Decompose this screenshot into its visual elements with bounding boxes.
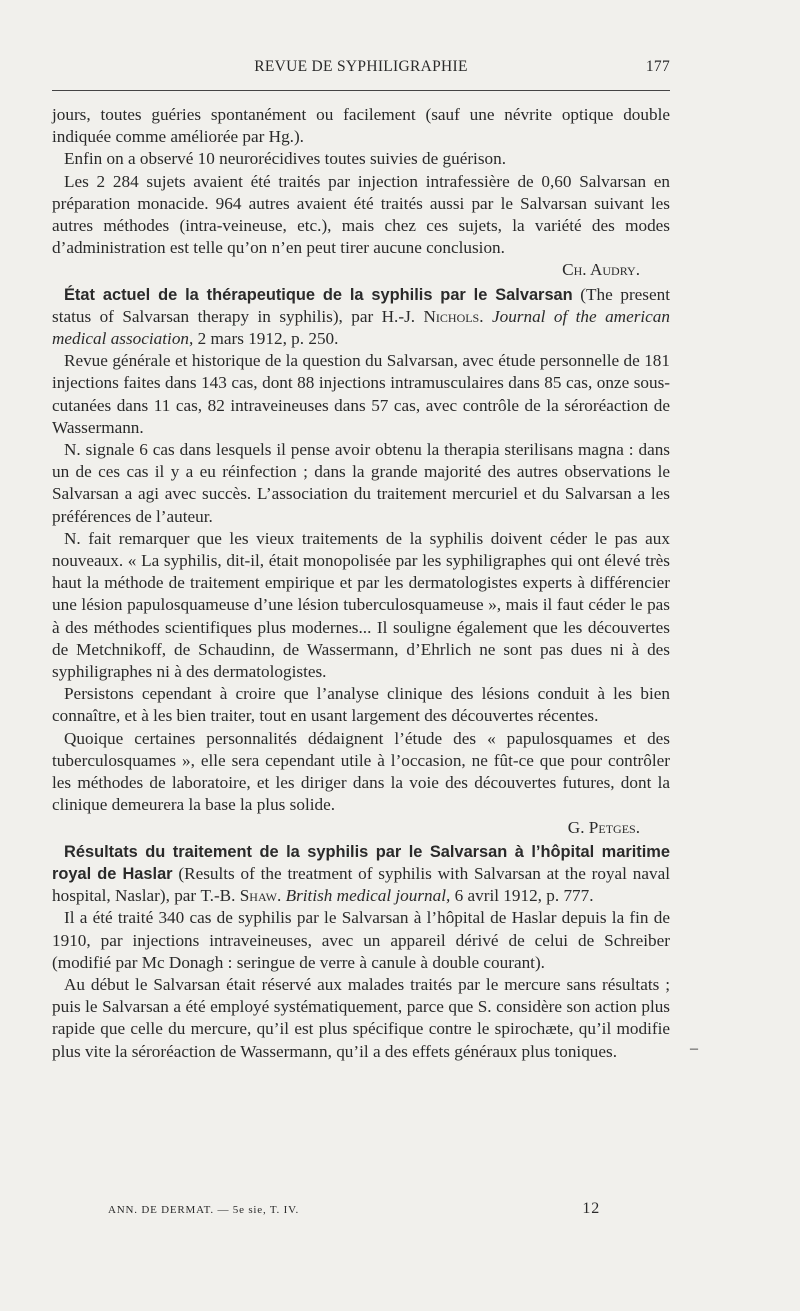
journal-name: British medical journal, bbox=[285, 886, 451, 906]
article-heading bbox=[52, 841, 670, 908]
article-heading bbox=[52, 284, 670, 351]
paragraph: Au début le Salvarsan était réservé aux malades traités par le mercure sans résultats ; puis le Salvarsan a été employé systématiquement, parce que S. considère son action plus rapide que celle du mercure, qu’il est plus spécifique contre le spirochæte, qu’il modifie plus vite la séroréaction de Wassermann, qu’il a des effets généraux plus toniques. bbox=[52, 974, 670, 1061]
reviewer-signature: Ch. Audry. bbox=[562, 260, 640, 280]
article-title: Résultats du traitement de la syphilis par le Salvarsan à l’hôpital maritime royal de Haslar bbox=[52, 842, 670, 883]
page-footer bbox=[52, 1200, 670, 1220]
journal-date-page: 2 mars 1912, p. 250. bbox=[193, 329, 339, 349]
paragraph: Quoique certaines personnalités dédaignent l’étude des « papulosquames et des tuberculosquames », elle sera cependant utile à l’occasion, ne fût-ce que pour contrôler les méthodes de laboratoire, et les diriger dans la voie des découvertes futures, dont la clinique demeurera la base la plus solide. bbox=[52, 728, 670, 815]
paragraph: Persistons cependant à croire que l’analyse clinique des lésions conduit à les bien connaître, et à les bien traiter, tout en usant largement des découvertes récentes. bbox=[52, 684, 670, 726]
paragraph: N. fait remarquer que les vieux traitements de la syphilis doivent céder le pas aux nouveaux. « La syphilis, dit-il, était monopolisée par les syphiligraphes qui ont élevé très haut la méthode de traitement empirique et par les dermatologistes experts à différencier une lésion papulosquameuse d’une lésion tuberculosquameuse », mais il faut céder le pas à des méthodes scientifiques plus modernes... Il souligne également que les découvertes de Metchnikoff, de Schaudinn, de Wassermann, d’Ehrlich ne sont pas dues ni à des syphiligraphes ni à des dermatologistes. bbox=[52, 528, 670, 682]
paragraph: Revue générale et historique de la question du Salvarsan, avec étude personnelle de 181 injections faites dans 143 cas, dont 88 injections intramusculaires dans 85 cas, onze sous-cutanées dans 11 cas, 82 intraveineuses dans 57 cas, avec contrôle de la séroréaction de Wassermann. bbox=[52, 351, 670, 437]
journal-name: Journal of the american medical association, bbox=[52, 306, 670, 349]
running-title: REVUE DE SYPHILIGRAPHIE bbox=[254, 58, 468, 75]
article-reference: (The present status of Salvarsan therapy in syphilis), par bbox=[52, 284, 670, 326]
article-author: H.-J. Nichols. bbox=[381, 306, 484, 326]
article-author: T.-B. Shaw. bbox=[200, 886, 282, 906]
page-number: 177 bbox=[645, 58, 670, 75]
article-title: État actuel de la thérapeutique de la syphilis par le Salvarsan bbox=[64, 285, 573, 304]
margin-mark: – bbox=[690, 1040, 698, 1057]
paragraph: Il a été traité 340 cas de syphilis par le Salvarsan à l’hôpital de Haslar depuis la fin de 1910, par injections intraveineuses, avec un appareil dérivé de celui de Schreiber (modifié par Mc Donagh : seringue de verre à canule à double courant). bbox=[52, 908, 670, 972]
paragraph: Enfin on a observé 10 neurorécidives toutes suivies de guérison. bbox=[64, 149, 506, 169]
paragraph: N. signale 6 cas dans lesquels il pense avoir obtenu la therapia sterilisans magna : dans un de ces cas il y a eu réinfection ; dans la grande majorité des autres observations le Salvarsan a agi avec succès. L’association du traitement mercuriel et du Salvarsan a les préférences de l’auteur. bbox=[52, 440, 670, 526]
page-body bbox=[52, 104, 670, 1063]
article-reference: (Results of the treatment of syphilis with Salvarsan at the royal naval hospital, Naslar), par bbox=[52, 863, 670, 906]
paragraph: jours, toutes guéries spontanément ou facilement (sauf une névrite optique double indiquée comme améliorée par Hg.). bbox=[52, 105, 670, 147]
journal-date-page: 6 avril 1912, p. 777. bbox=[450, 886, 594, 906]
header-rule bbox=[52, 90, 670, 91]
signature-mark: 12 bbox=[582, 1200, 600, 1217]
footer-journal-reference: ANN. DE DERMAT. — 5e sie, T. IV. bbox=[108, 1204, 299, 1216]
paragraph: Les 2 284 sujets avaient été traités par injection intrafessière de 0,60 Salvarsan en préparation monacide. 964 autres avaient été traités aussi par le Salvarsan suivant les autres méthodes (intra-veineuse, etc.), mais chez ces sujets, la variété des modes d’administration est telle qu’on n’en peut tirer aucune conclusion. bbox=[52, 171, 670, 258]
reviewer-signature: G. Petges. bbox=[567, 817, 640, 837]
running-header bbox=[52, 58, 670, 82]
